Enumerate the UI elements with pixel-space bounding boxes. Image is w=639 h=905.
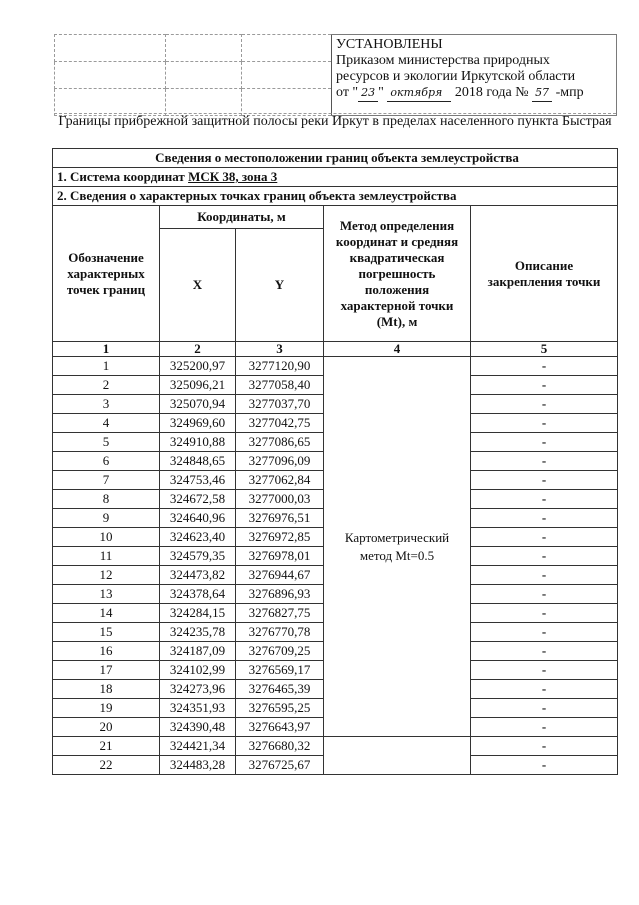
coordinate-y: 3276569,17 <box>236 661 324 680</box>
description-cell: - <box>471 433 618 452</box>
description-cell: - <box>471 414 618 433</box>
coordinate-y: 3276770,78 <box>236 623 324 642</box>
point-number: 21 <box>53 737 160 756</box>
coordinate-x: 324284,15 <box>160 604 236 623</box>
point-number: 1 <box>53 357 160 376</box>
coordinate-y: 3276680,32 <box>236 737 324 756</box>
description-cell: - <box>471 604 618 623</box>
coordinate-y: 3277096,09 <box>236 452 324 471</box>
coordinate-x: 324378,64 <box>160 585 236 604</box>
coordinate-y: 3277042,75 <box>236 414 324 433</box>
column-number: 1 <box>53 342 160 357</box>
empty-cell <box>166 89 242 116</box>
column-number: 4 <box>324 342 471 357</box>
header-designation: Обозначение характерных точек границ <box>53 206 160 342</box>
coordinate-x: 324273,96 <box>160 680 236 699</box>
section-coordinate-system <box>53 168 618 187</box>
description-cell: - <box>471 661 618 680</box>
point-number: 14 <box>53 604 160 623</box>
coordinate-y: 3277086,65 <box>236 433 324 452</box>
coordinate-x: 324579,35 <box>160 547 236 566</box>
description-cell: - <box>471 547 618 566</box>
description-cell: - <box>471 623 618 642</box>
description-cell: - <box>471 490 618 509</box>
point-number: 11 <box>53 547 160 566</box>
coordinate-x: 324390,48 <box>160 718 236 737</box>
boundary-points-table <box>52 148 618 775</box>
coordinate-y: 3277037,70 <box>236 395 324 414</box>
description-cell: - <box>471 718 618 737</box>
coordinate-x: 324483,28 <box>160 756 236 775</box>
handwritten-day: 23 <box>358 85 378 102</box>
empty-cell <box>242 35 332 62</box>
approval-heading: УСТАНОВЛЕНЫ <box>336 37 443 52</box>
point-number: 19 <box>53 699 160 718</box>
point-number: 17 <box>53 661 160 680</box>
point-number: 10 <box>53 528 160 547</box>
section-points-heading: 2. Сведения о характерных точках границ объекта землеустройства <box>53 187 618 206</box>
coordinate-x: 324969,60 <box>160 414 236 433</box>
empty-cell <box>55 62 166 89</box>
empty-cell <box>166 62 242 89</box>
description-cell: - <box>471 566 618 585</box>
empty-cell <box>166 35 242 62</box>
coordinate-x: 324672,58 <box>160 490 236 509</box>
description-cell: - <box>471 680 618 699</box>
point-number: 9 <box>53 509 160 528</box>
document-title: Границы прибрежной защитной полосы реки Иркут в пределах населенного пункта Быстрая <box>54 113 616 130</box>
point-number: 15 <box>53 623 160 642</box>
date-prefix: от " <box>336 85 359 100</box>
coordinate-y: 3277062,84 <box>236 471 324 490</box>
handwritten-month: октября <box>387 85 451 102</box>
coordinate-x: 324753,46 <box>160 471 236 490</box>
point-number: 7 <box>53 471 160 490</box>
order-suffix: -мпр <box>555 85 584 100</box>
method-cell-empty <box>324 737 471 775</box>
approval-date-line <box>336 85 616 102</box>
header-method: Метод определения координат и средняя квадратическая погрешность положения характерной точки (Mt), м <box>324 206 471 342</box>
coordinate-system-prefix: 1. Система координат <box>57 169 185 184</box>
description-cell: - <box>471 737 618 756</box>
coordinate-y: 3276972,85 <box>236 528 324 547</box>
coordinate-x: 324623,40 <box>160 528 236 547</box>
coordinate-y: 3276465,39 <box>236 680 324 699</box>
empty-cell <box>242 62 332 89</box>
coordinate-y: 3276978,01 <box>236 547 324 566</box>
coordinate-x: 324235,78 <box>160 623 236 642</box>
description-cell: - <box>471 452 618 471</box>
coordinate-system-value: МСК 38, зона 3 <box>188 169 278 184</box>
description-cell: - <box>471 528 618 547</box>
point-number: 18 <box>53 680 160 699</box>
description-cell: - <box>471 509 618 528</box>
coordinate-x: 324421,34 <box>160 737 236 756</box>
coordinate-y: 3277000,03 <box>236 490 324 509</box>
coordinate-x: 324910,88 <box>160 433 236 452</box>
point-number: 8 <box>53 490 160 509</box>
coordinate-x: 324351,93 <box>160 699 236 718</box>
point-number: 5 <box>53 433 160 452</box>
description-cell: - <box>471 699 618 718</box>
description-cell: - <box>471 357 618 376</box>
coordinate-y: 3276709,25 <box>236 642 324 661</box>
column-number: 2 <box>160 342 236 357</box>
coordinate-x: 325096,21 <box>160 376 236 395</box>
header-coordinates: Координаты, м <box>160 206 324 229</box>
method-cell: Картометрический метод Mt=0.5 <box>324 357 471 737</box>
point-number: 2 <box>53 376 160 395</box>
coordinate-x: 324102,99 <box>160 661 236 680</box>
header-y: Y <box>236 229 324 342</box>
table-body <box>53 357 618 775</box>
approval-block <box>54 34 617 116</box>
point-number: 12 <box>53 566 160 585</box>
empty-cell <box>242 89 332 116</box>
description-cell: - <box>471 376 618 395</box>
point-number: 4 <box>53 414 160 433</box>
point-number: 22 <box>53 756 160 775</box>
coordinate-x: 325200,97 <box>160 357 236 376</box>
approval-order-line1: Приказом министерства природных <box>336 53 550 68</box>
coordinate-y: 3276595,25 <box>236 699 324 718</box>
coordinate-y: 3276643,97 <box>236 718 324 737</box>
column-number: 5 <box>471 342 618 357</box>
approval-stamp <box>332 35 617 116</box>
point-number: 13 <box>53 585 160 604</box>
coordinate-x: 325070,94 <box>160 395 236 414</box>
point-number: 16 <box>53 642 160 661</box>
empty-cell <box>55 35 166 62</box>
description-cell: - <box>471 756 618 775</box>
point-number: 20 <box>53 718 160 737</box>
coordinate-x: 324640,96 <box>160 509 236 528</box>
column-number: 3 <box>236 342 324 357</box>
year-text: 2018 года № <box>454 85 529 100</box>
date-quote: " <box>378 85 384 100</box>
coordinate-x: 324473,82 <box>160 566 236 585</box>
coordinate-x: 324848,65 <box>160 452 236 471</box>
description-cell: - <box>471 471 618 490</box>
header-x: X <box>160 229 236 342</box>
table-row <box>53 737 618 756</box>
handwritten-number: 57 <box>532 85 552 102</box>
approval-order-line2: ресурсов и экологии Иркутской области <box>336 69 576 84</box>
coordinate-y: 3277120,90 <box>236 357 324 376</box>
description-cell: - <box>471 585 618 604</box>
coordinate-y: 3276896,93 <box>236 585 324 604</box>
coordinate-y: 3276725,67 <box>236 756 324 775</box>
description-cell: - <box>471 395 618 414</box>
description-cell: - <box>471 642 618 661</box>
point-number: 3 <box>53 395 160 414</box>
empty-cell <box>55 89 166 116</box>
section-location-heading: Сведения о местоположении границ объекта землеустройства <box>53 149 618 168</box>
header-description: Описание закрепления точки <box>471 206 618 342</box>
coordinate-y: 3276944,67 <box>236 566 324 585</box>
point-number: 6 <box>53 452 160 471</box>
coordinate-y: 3277058,40 <box>236 376 324 395</box>
table-row <box>53 357 618 376</box>
coordinate-y: 3276827,75 <box>236 604 324 623</box>
coordinate-x: 324187,09 <box>160 642 236 661</box>
coordinate-y: 3276976,51 <box>236 509 324 528</box>
